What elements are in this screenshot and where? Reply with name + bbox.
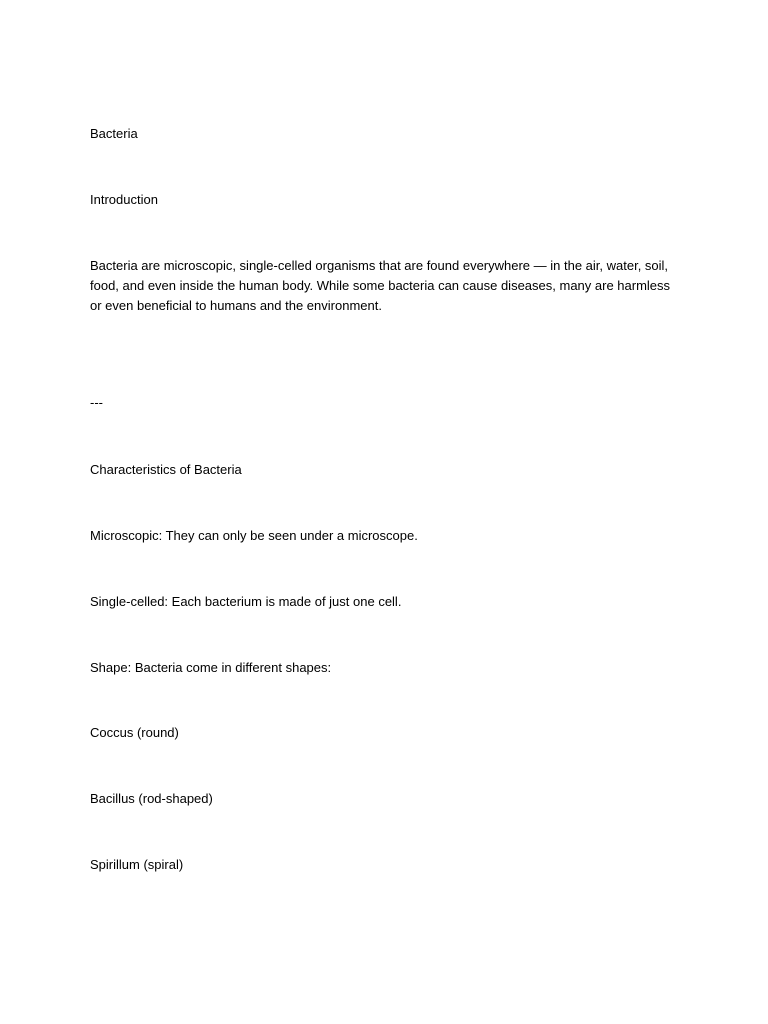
list-item: Shape: Bacteria come in different shapes:: [90, 660, 332, 675]
list-item: Spirillum (spiral): [90, 857, 184, 872]
list-item: Bacillus (rod-shaped): [90, 791, 213, 806]
intro-paragraph: Bacteria are microscopic, single-celled organisms that are found everywhere — in the air, water, soil, food, and even inside the human body. While some bacteria can cause diseases, many are harmless or even beneficial to humans and the environment.: [90, 258, 671, 313]
list-item: Coccus (round): [90, 725, 179, 740]
document-title: Bacteria: [90, 126, 138, 141]
section-heading-characteristics: Characteristics of Bacteria: [90, 462, 242, 477]
separator-line: ---: [90, 395, 103, 410]
list-item: Single-celled: Each bacterium is made of just one cell.: [90, 594, 402, 609]
section-heading-introduction: Introduction: [90, 192, 158, 207]
list-item: Microscopic: They can only be seen under a microscope.: [90, 528, 418, 543]
